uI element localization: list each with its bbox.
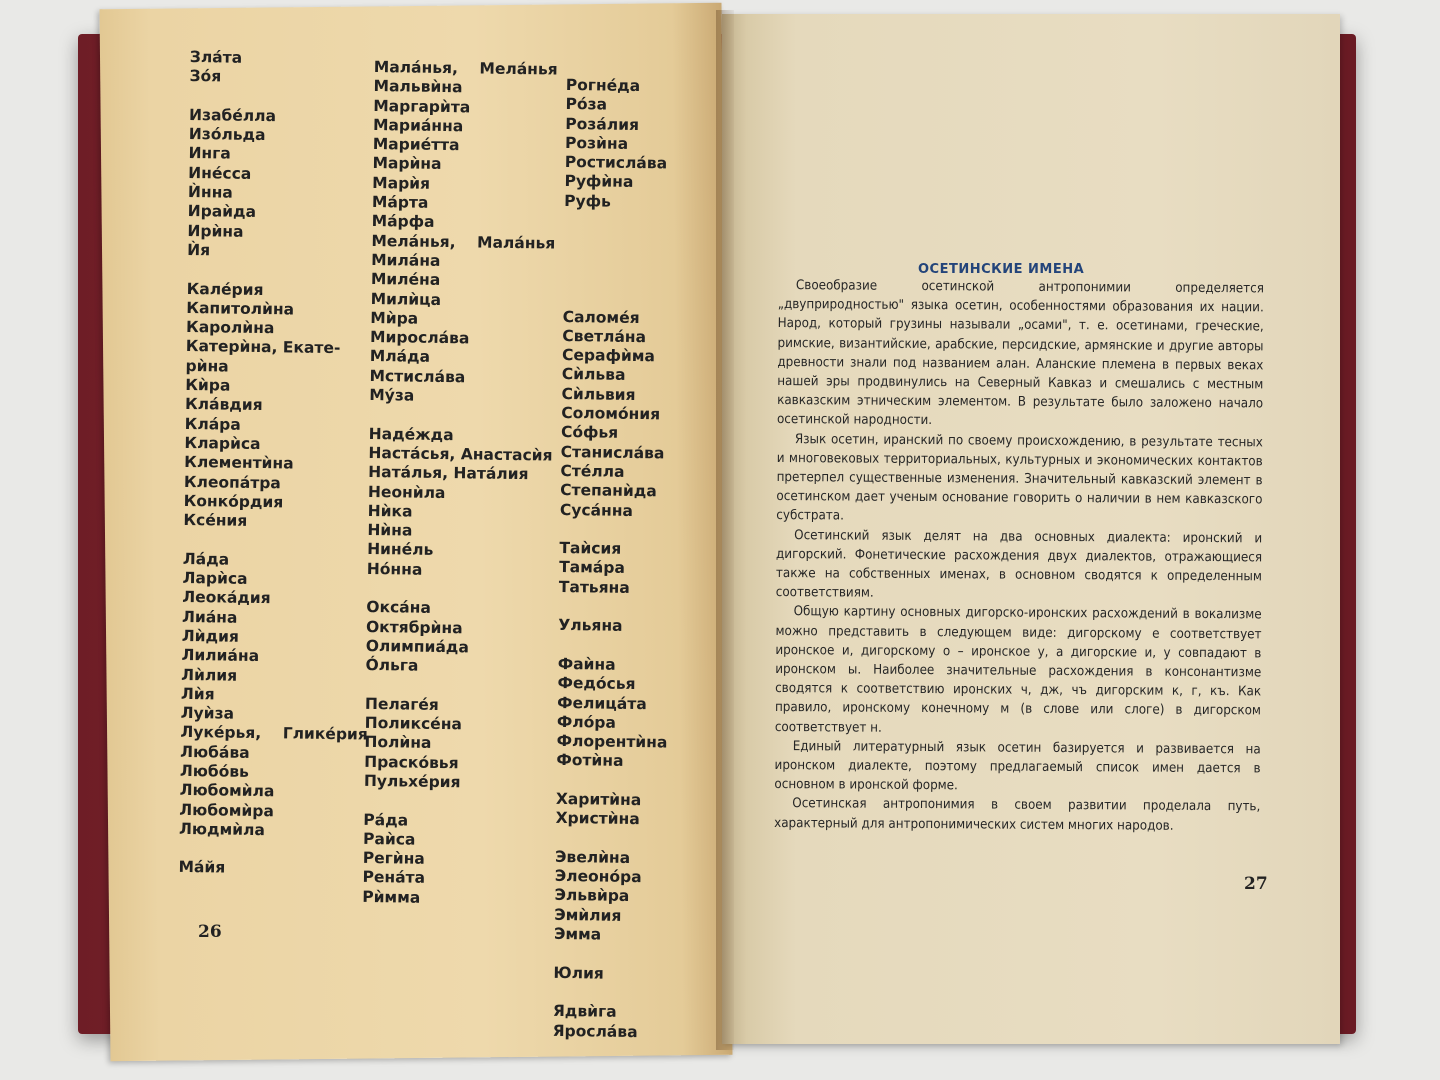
page-number-right: 27	[1244, 874, 1268, 894]
name-entry: Лиáна	[181, 607, 238, 627]
names-column-3	[553, 76, 677, 1042]
spacer	[183, 530, 371, 552]
name-entry: Степанѝда	[560, 481, 657, 501]
book-gutter	[716, 10, 734, 1050]
name-entry: Полѝна	[364, 733, 432, 753]
name-entry: Ѝя	[187, 240, 211, 260]
name-entry: Ядвѝга	[552, 1002, 617, 1022]
name-entry: Óльга	[365, 656, 419, 675]
name-entry: Инéсса	[188, 163, 252, 183]
spacer	[563, 288, 674, 309]
name-entry: Мáрфа	[371, 212, 435, 232]
name-entry: Лáда	[182, 549, 230, 569]
name-entry: Мариáнна	[372, 115, 464, 136]
names-column-2	[362, 58, 558, 910]
names-column-1	[178, 48, 377, 880]
name-entry: Настáсья, Анастасѝя	[368, 443, 553, 465]
name-entry: Мáрта	[371, 193, 429, 212]
name-entry: Надéжда	[368, 424, 454, 444]
name-entry: Клементѝна	[184, 453, 294, 473]
name-entry: Ростислáва	[564, 153, 668, 173]
name-entry: Милáна	[371, 250, 441, 270]
name-entry: Серафѝма	[561, 346, 656, 366]
name-entry: Олимпиáда	[365, 636, 469, 657]
name-entry: Любомѝла	[179, 781, 275, 801]
name-entry: Светлáна	[562, 326, 647, 347]
name-entry: Фотѝна	[556, 751, 624, 771]
name-entry: Ларѝса	[182, 568, 248, 588]
spacer	[369, 405, 553, 427]
name-entry: Инга	[188, 144, 231, 164]
name-entry: Соломóния	[561, 404, 661, 424]
name-entry: Ренáта	[362, 868, 426, 888]
name-entry: Каролѝна	[185, 318, 275, 338]
name-entry: Капитолѝна	[186, 298, 295, 319]
name-entry: Млáда	[369, 347, 431, 367]
name-entry: Зóя	[189, 67, 222, 86]
name-entry: Фаѝна	[557, 654, 616, 674]
name-entry: Мариéтта	[372, 135, 460, 155]
name-entry: Регѝна	[362, 849, 425, 868]
name-entry: Христѝна	[555, 809, 640, 829]
name-entry: Неонѝла	[367, 482, 446, 502]
spacer	[560, 520, 671, 541]
name-entry: Татьяна	[558, 577, 630, 597]
name-entry: Мальвѝна	[373, 77, 463, 97]
name-entry: Эмѝлия	[554, 905, 622, 925]
spacer	[365, 675, 549, 697]
name-entry: Сѝльвия	[561, 384, 636, 404]
name-entry: Нѝка	[367, 501, 413, 521]
name-entry: Луѝза	[180, 704, 235, 723]
name-entry: Любóвь	[179, 761, 250, 781]
name-entry: Руфь	[564, 191, 612, 211]
name-entry: Кѝра	[185, 376, 231, 395]
name-entry: Федóсья	[557, 674, 636, 694]
name-entry: Флорентѝна	[556, 732, 668, 752]
name-entry: Таѝсия	[559, 539, 622, 558]
name-entry: Харитѝна	[555, 789, 642, 810]
name-entry: Натáлья, Натáлия	[368, 463, 529, 484]
paragraph: Осетинский язык делят на два основных диалекта: иронский и дигорский. Фонетические расхождения двух диалектов, отражающиеся также на собственных именах, в основном сводятся к определенным соответствиям.	[775, 527, 1263, 601]
name-entry: Марѝна	[372, 154, 442, 174]
name-entry: Мáйя	[178, 858, 226, 878]
name-entry: Стéлла	[560, 461, 625, 481]
name-entry: Любомѝра	[179, 800, 274, 820]
name-entry: Лѝдия	[181, 626, 239, 646]
name-entry: Сóфья	[560, 423, 619, 443]
name-entry: Милѝца	[370, 289, 442, 309]
name-entry: Мирослáва	[369, 328, 470, 348]
name-entry: Розáлия	[565, 114, 640, 134]
name-entry: рѝна	[185, 356, 229, 376]
name-entry: Розѝна	[564, 133, 629, 153]
name-entry: Ѝнна	[187, 183, 233, 202]
name-entry: Клáвдия	[184, 395, 263, 415]
name-entry: Милéна	[370, 270, 441, 290]
name-entry: Леокáдия	[182, 588, 271, 608]
name-entry: Мстислáва	[369, 366, 466, 387]
name-entry: Клáра	[184, 414, 241, 434]
name-entry: Рáда	[363, 810, 409, 830]
spacer	[187, 260, 375, 282]
name-entry: Нóнна	[366, 559, 423, 579]
spacer	[363, 791, 547, 813]
name-entry: Маргарѝта	[373, 96, 471, 116]
name-entry: Конкóрдия	[183, 491, 284, 512]
name-entry: Ярослáва	[552, 1021, 638, 1041]
paragraph: Своеобразие осетинской антропонимии определяется „двуприродностью" языка осетин, особенностями образования их нации. Народ, который грузины называли „осами", т. е. осетинами, греческие, римские, византийские, арабские, персидские, армянские и другие авторы древности знали под названием алан. Аланские племена в первых веках нашей эры продвинулись на Северный Кавказ и смешались с местным кавказским этническим элементом. В результате было заложено начало осетинской народности.	[776, 278, 1264, 429]
spacer	[556, 771, 667, 792]
paragraph: Общую картину основных дигорско-иронских расхождений в вокализме можно представить в следующем виде: дигорскому е соответствует иронское и, дигорскому о – иронское у, а дигорские и, у совпадают в иронском ы. Наиболее значительные расхождения в консонантизме сводятся к соответствию иронских ч, дж, чъ дигорским к, г, къ. Как правило, иронскому конечному м (в слове или слоге) в дигорском соответствует н.	[774, 604, 1262, 736]
name-entry: Мѝра	[370, 308, 419, 328]
name-entry: Эвелѝна	[554, 847, 631, 867]
name-entry: Людмѝла	[178, 819, 266, 839]
name-entry: Эльвѝра	[554, 886, 630, 906]
spacer	[558, 597, 669, 618]
name-entry: Станислáва	[560, 442, 665, 463]
name-entry: Лѝя	[180, 684, 215, 704]
spacer	[564, 230, 675, 251]
name-entry: Раѝса	[362, 829, 416, 849]
name-entry: Катерѝна, Екате-	[185, 337, 341, 358]
spacer	[553, 983, 664, 1004]
name-entry: Изабéлла	[188, 105, 277, 126]
name-entry: Кларѝса	[184, 433, 261, 453]
name-entry: Поликсéна	[364, 714, 463, 734]
name-entry: Мýза	[369, 386, 415, 405]
spacer	[555, 829, 666, 850]
spacer	[563, 250, 674, 271]
name-entry: Малáнья, Мелáнья	[373, 58, 558, 79]
name-entry: Элеонóра	[554, 867, 642, 887]
spacer	[563, 269, 674, 290]
name-entry: Рѝмма	[362, 887, 421, 907]
spacer	[179, 839, 367, 861]
name-entry: Рóза	[565, 95, 608, 114]
body-text	[774, 276, 1264, 836]
name-entry: Рогнéда	[565, 76, 641, 96]
name-entry: Эмма	[553, 924, 602, 944]
name-entry: Ирѝна	[187, 221, 244, 241]
name-entry: Клеопáтра	[183, 472, 281, 492]
name-entry: Саломéя	[562, 307, 640, 327]
paragraph: Язык осетин, иранский по своему происхождению, в результате тесных и многовековых территориальных, культурных и экономических контактов претерпел существенные изменения. Значительный кавказский элемент в осетинском дает ученым основание говорить о наличии в нем кавказского субстрата.	[776, 431, 1263, 524]
section-heading: ОСЕТИНСКИЕ ИМЕНА	[918, 262, 1085, 277]
name-entry: Марѝя	[372, 173, 431, 193]
name-entry: Юлия	[553, 963, 604, 983]
name-entry: Оксáна	[366, 598, 431, 618]
name-entry: Ульяна	[558, 616, 623, 636]
paragraph: Осетинская антропонимия в своем развитии проделала путь, характерный для антропонимических систем многих народов.	[774, 796, 1261, 834]
spacer	[558, 636, 669, 657]
name-entry: Сѝльва	[561, 365, 626, 385]
name-entry: Пульхéрия	[363, 771, 461, 792]
spacer	[554, 944, 665, 965]
name-entry: Лукéрья, Гликéрия	[180, 723, 368, 744]
name-entry: Праскóвья	[364, 752, 459, 772]
spacer	[564, 211, 675, 232]
name-entry: Тамáра	[559, 558, 625, 578]
name-entry: Октябрѝна	[365, 617, 463, 637]
name-entry: Калéрия	[186, 279, 264, 299]
name-entry: Мелáнья, Малáнья	[371, 231, 556, 253]
name-entry: Фелицáта	[557, 693, 647, 713]
name-entry: Нѝна	[367, 521, 413, 540]
name-entry: Любáва	[180, 742, 250, 762]
page-number-left: 26	[198, 922, 222, 942]
name-entry: Злáта	[189, 48, 243, 67]
name-entry: Сусáнна	[559, 500, 634, 520]
name-entry: Лилиáна	[181, 646, 260, 666]
paragraph: Единый литературный язык осетин базируется и развивается на иронском диалекте, поэтому предлагаемый список имен дается в основном в иронской форме.	[774, 738, 1261, 794]
spacer	[366, 579, 550, 601]
name-entry: Нинéль	[367, 540, 434, 560]
name-entry: Ксéния	[183, 511, 248, 530]
spacer	[189, 87, 377, 109]
name-entry: Изóльда	[188, 125, 266, 145]
name-entry: Ираѝда	[187, 202, 257, 222]
name-entry: Лѝлия	[181, 665, 238, 685]
name-entry: Пелагéя	[364, 694, 439, 714]
name-entry: Руфѝна	[564, 172, 634, 192]
name-entry: Флóра	[556, 712, 617, 732]
